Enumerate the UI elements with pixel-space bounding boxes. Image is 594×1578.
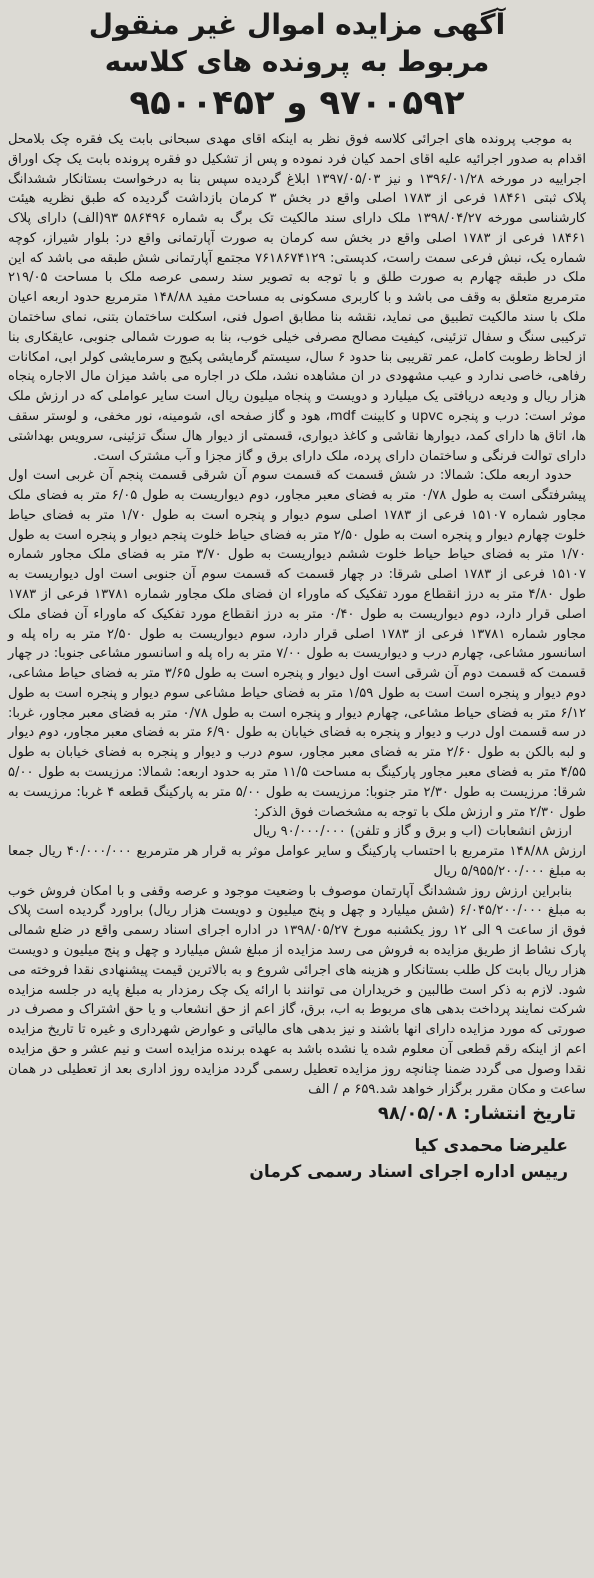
case-numbers: ۹۷۰۰۵۹۲ و ۹۵۰۰۴۵۲ — [129, 83, 465, 123]
notice-subtitle: مربوط به پرونده های کلاسه — [104, 45, 490, 78]
notice-body — [8, 130, 586, 1099]
publish-date: تاریخ انتشار: ۹۸/۰۵/۰۸ — [377, 1103, 576, 1125]
signature-block — [8, 1133, 586, 1185]
paragraph-auction-terms: بنابراین ارزش روز ششدانگ آپارتمان موصوف با وضعیت موجود و عرصه وقفی و با امکان فروش خوب به مبلغ ۶/۰۴۵/۲۰۰/۰۰۰ (شش میلیارد و چهل و پنج میلیون و دویست هزار ریال) براورد گردیده است پلاک فوق از ساعت ۹ الی ۱۲ روز یکشنبه مورخ ۱۳۹۸/۰۵/۲۷ در اداره اجرای اسناد رسمی واقع در ضلع شمالی پارک نشاط از طریق مزایده به فروش می رسد مزایده از مبلغ شش میلیارد و چهل و پنج میلیون و دویست هزار ریال بابت کل طلب بستانکار و هزینه های اجرائی شروع و به بالاترین قیمت پیشنهادی نقدا فروخته می شود. لازم به ذکر است طالبین و خریداران می توانند با ارائه یک چک رمزدار به مبلغ پایه در جلسه مزایده شرکت نمایند پرداخت بدهی های مربوط به اب، برق، گاز اعم از حق انشعاب و یا حق اشتراک و مصرف در صورتی که مورد مزایده دارای انها باشند و نیز بدهی های مالیاتی و عوارض شهرداری و غیره تا تاریخ مزایده اعم از اینکه رقم قطعی آن معلوم شده یا نشده باشد به عهده برنده مزایده است و نیم عشر و حق مزایده نقدا وصول می گردد ضمنا چنانچه روز مزایده تعطیل رسمی گردد مزایده روز اداری بعد از تعطیلی در همان ساعت و مکان مقرر برگزار خواهد شد.۶۵۹ م / الف — [8, 883, 586, 1097]
notice-title: آگهی مزایده اموال غیر منقول — [88, 8, 506, 41]
signer-title: رییس اداره اجرای اسناد رسمی کرمان — [249, 1162, 568, 1183]
paragraph-area-value: ارزش ۱۴۸/۸۸ مترمربع با احتساب پارکینگ و سایر عوامل موثر به قرار هر مترمربع ۴۰/۰۰۰/۰۰۰ ریال جمعا به مبلغ ۵/۹۵۵/۲۰۰/۰۰۰ ریال — [8, 844, 587, 879]
paragraph-intro: به موجب پرونده های اجرائی کلاسه فوق نظر به اینکه اقای مهدی سبحانی بابت یک فقره چک بلامحل اقدام به صدور اجرائیه علیه اقای احمد کیان فرد نموده و پس از تشکیل دو فقره پرونده بابت یک چک اوراق اجراییه در مورخه ۱۳۹۶/۰۱/۲۸ و نیز ۱۳۹۷/۰۵/۰۳ ابلاغ گردیده سپس بنا به درخواست بستانکار ششدانگ پلاک ثبتی ۱۸۴۶۱ فرعی از ۱۷۸۳ اصلی واقع در بخش ۳ کرمان بازداشت گردیده که طبق نظریه هیئت کارشناسی مورخه ۱۳۹۸/۰۴/۲۷ ملک دارای سند مالکیت تک برگ به شماره ۵۸۶۴۹۶ ۹۳(الف) دارای پلاک ۱۸۴۶۱ فرعی از ۱۷۸۳ اصلی واقع در بخش سه کرمان به صورت آپارتمانی واقع در: بلوار شیراز، کوچه شماره یک، نبش فرعی سمت راست، کدپستی: ۷۶۱۸۶۷۴۱۲۹ مجتمع آپارتمانی شش طبقه می باشد که این ملک در طبقه چهارم به صورت طلق و با توجه به تصویر سند رسمی عرصه ملک با مساحت ۲۱۹/۰۵ مترمربع متعلق به وقف می باشد و با کاربری مسکونی به مساحت مفید ۱۴۸/۸۸ مترمربع حدود اربعه اعیان ملک با سند مالکیت تطبیق می نماید، نقشه بنا مطابق اصول فنی، اسکلت ساختمان بتنی، نمای ساختمان ترکیبی سنگ و سفال تزئینی، کیفیت مصالح مصرفی خیلی خوب، بنا به صورت شمالی جنوبی، عایقکاری بنا از لحاظ رطوبت کامل، عمر تقریبی بنا حدود ۶ سال، سیستم گرمایشی پکیج و سرمایشی کولر ابی، امکانات رفاهی، خاصی ندارد و عیب مشهودی در ان مشاهده نشد، ملک در اجاره می باشد میزان مال الاجاره پنجاه هزار ریال و ودیعه دریافتی یک میلیارد و دویست و پنجاه میلیون ریال است سایر عواملی که در ارزش ملک موثر است: درب و پنجره upvc و کابینت mdf، هود و گاز صفحه ای، شومینه، نور مخفی، و لوستر سقف ها، اتاق ها دارای کمد، دیوارها نقاشی و کاغذ دیواری، قسمتی از دیوار هال سنگ تزئینی، سرویس بهداشتی دارای توالت فرنگی و ساختمان دارای پرده، ملک دارای برق و گاز مجزا و آب مشترک است. — [8, 132, 587, 464]
paragraph-utilities-value: ارزش انشعابات (اب و برق و گاز و تلفن) ۹۰/۰۰۰/۰۰۰ ریال — [253, 824, 572, 840]
paragraph-boundaries: حدود اربعه ملک: شمالا: در شش قسمت که قسمت سوم آن شرقی قسمت پنجم آن غربی است اول پیشرفتگی است به طول ۰/۷۸ متر به فضای معبر مجاور، دوم دیواریست به طول ۶/۰۵ متر به فضای ملک مجاور شماره ۱۵۱۰۷ فرعی از ۱۷۸۳ اصلی سوم دیوار و پنجره است به طول ۱/۷۰ متر به فضای حیاط خلوت چهارم دیوار و پنجره است به طول ۲/۵۰ متر به فضای حیاط خلوت پنجم دیوار و پنجره است به طول ۱/۷۰ متر به فضای حیاط حیاط خلوت ششم دیواریست به طول ۳/۷۰ متر به فضای ملک مجاور شماره ۱۵۱۰۷ فرعی از ۱۷۸۳ اصلی شرقا: در چهار قسمت که قسمت سوم آن جنوبی است اول دیواریست به طول ۴/۸۰ متر به درز انقطاع مورد تفکیک که ماوراء ان فضای ملک مجاور شماره ۱۳۷۸۱ فرعی از ۱۷۸۳ اصلی قرار دارد، دوم دیواریست به طول ۰/۴۰ متر به درز انقطاع مورد تفکیک که ماوراء آن فضای ملک مجاور شماره ۱۳۷۸۱ فرعی از ۱۷۸۳ اصلی قرار دارد، سوم دیواریست به طول ۲/۵۰ متر به راه پله و اسانسور مشاعی، چهارم درب و دیواریست به طول ۷/۰۰ متر به راه پله و اسانسور مشاعی جنوبا: در چهار قسمت که قسمت دوم آن شرقی است اول دیوار و پنجره است به طول ۳/۶۵ متر به فضای حیاط مشاعی، دوم دیوار و پنجره است است به طول ۱/۵۹ متر به فضای حیاط مشاعی سوم دیوار و پنجره است به طول ۶/۱۲ متر به فضای حیاط مشاعی، چهارم دیوار و پنجره است به طول ۰/۷۸ متر به فضای معبر مجاور، غربا: در سه قسمت اول درب و دیوار و پنجره به فضای خیابان به طول ۶/۹۰ متر به فضای معبر مجاور، دوم دیوار و لبه بالکن به طول ۲/۶۰ متر به فضای معبر مجاور، سوم درب و دیوار و پنجره به فضای خیابان به طول ۴/۵۵ متر به فضای معبر مجاور پارکینگ به مساحت ۱۱/۵ متر به حدود اربعه: شمالا: مرزیست به طول ۵/۰۰ شرقا: مرزیست به طول ۲/۳۰ متر جنوبا: مرزیست به طول ۵/۰۰ متر به پارکینگ قطعه ۴ غربا: مرزیست به طول ۲/۳۰ متر و ارزش ملک با توجه به مشخصات فوق الذکر: — [8, 468, 587, 820]
signer-name: علیرضا محمدی کیا — [414, 1136, 568, 1157]
